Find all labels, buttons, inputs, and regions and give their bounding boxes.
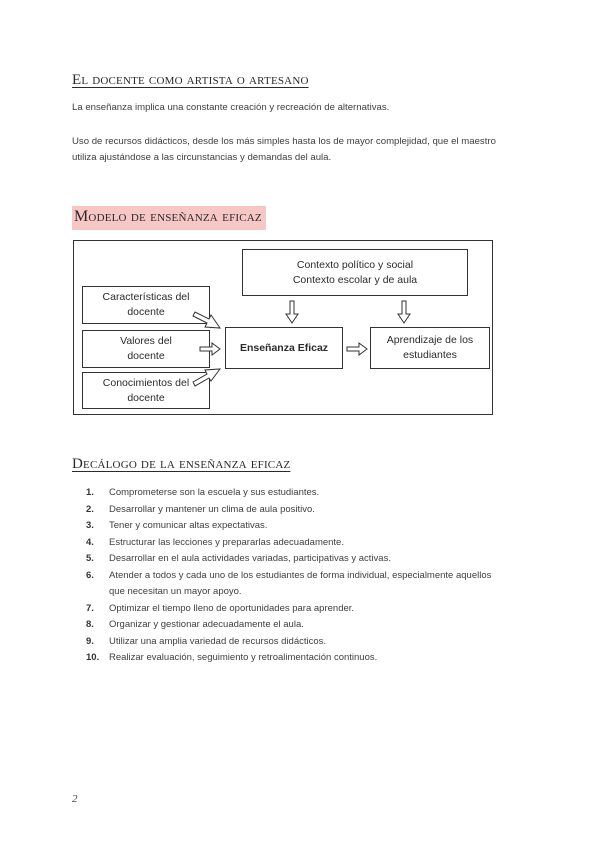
list-item [86, 502, 506, 519]
caracteristicas-label: Características del docente [102, 291, 190, 318]
list-item-number: 7. [86, 602, 94, 614]
list-item-text: Tener y comunicar altas expectativas. [109, 520, 268, 531]
list-item [86, 617, 506, 634]
list-item [86, 568, 506, 601]
list-item-text: Utilizar una amplia variedad de recursos didácticos. [109, 635, 327, 647]
list-item-text: Desarrollar y mantener un clima de aula positivo. [109, 503, 315, 515]
list-item-text: Realizar evaluación, seguimiento y retroalimentación continuos. [109, 652, 378, 663]
section-title-artista: El docente como artista o artesano [72, 72, 309, 88]
section-title-modelo: Modelo de enseñanza eficaz [72, 206, 266, 230]
right-arrow-icon [200, 343, 220, 355]
list-item-number: 5. [86, 553, 94, 564]
list-item-text: Estructurar las lecciones y prepararlas adecuadamente. [109, 536, 344, 548]
list-item-text: Atender a todos y cada uno de los estudiantes de forma individual, especialmente aquellos que necesitan un mayor apoyo. [109, 569, 492, 597]
list-item-number: 6. [86, 569, 94, 581]
modelo-diagram [73, 240, 493, 415]
list-item-number: 8. [86, 619, 94, 630]
list-item [86, 551, 506, 568]
section-title-decalogo: Decálogo de la enseñanza eficaz [72, 456, 291, 472]
list-item-text: Optimizar el tiempo lleno de oportunidades para aprender. [109, 602, 355, 614]
list-item-number: 3. [86, 520, 94, 531]
valores-label: Valores del docente [120, 335, 172, 362]
list-item-number: 10. [86, 652, 100, 663]
conocimientos-label: Conocimientos del docente [102, 376, 190, 404]
list-item-number: 4. [86, 536, 94, 548]
right-arrow-icon [347, 343, 367, 355]
down-arrow-icon [286, 301, 298, 323]
list-item-number: 1. [86, 487, 94, 498]
list-item [86, 518, 506, 535]
paragraph-recursos: Uso de recursos didácticos, desde los más simples hasta los de mayor complejidad, que el maestro utiliza ajustándose a las circunstancias y demandas del aula. [72, 136, 496, 163]
list-item-text: Organizar y gestionar adecuadamente el aula. [109, 619, 304, 630]
decalogo-list [86, 485, 506, 667]
list-item-text: Desarrollar en el aula actividades variadas, participativas y activas. [109, 553, 391, 564]
list-item-text: Comprometerse son la escuela y sus estudiantes. [109, 487, 320, 498]
list-item [86, 601, 506, 618]
down-arrow-icon [398, 301, 410, 323]
ensenanza-label: Enseñanza Eficaz [239, 341, 329, 354]
context-line-2: Contexto escolar y de aula [292, 273, 418, 286]
list-item [86, 650, 506, 667]
list-item-number: 9. [86, 635, 94, 647]
list-item [86, 634, 506, 651]
list-item-number: 2. [86, 503, 94, 515]
paragraph-creacion: La enseñanza implica una constante creación y recreación de alternativas. [72, 102, 390, 113]
aprendizaje-label: Aprendizaje de los estudiantes [386, 334, 474, 361]
diagram-arrows [74, 241, 494, 416]
list-item [86, 485, 506, 502]
diagonal-arrow-icon [193, 369, 220, 386]
context-line-1: Contexto político y social [296, 258, 414, 271]
page-number: 2 [72, 793, 78, 805]
list-item [86, 535, 506, 552]
diagonal-arrow-icon [193, 312, 220, 328]
